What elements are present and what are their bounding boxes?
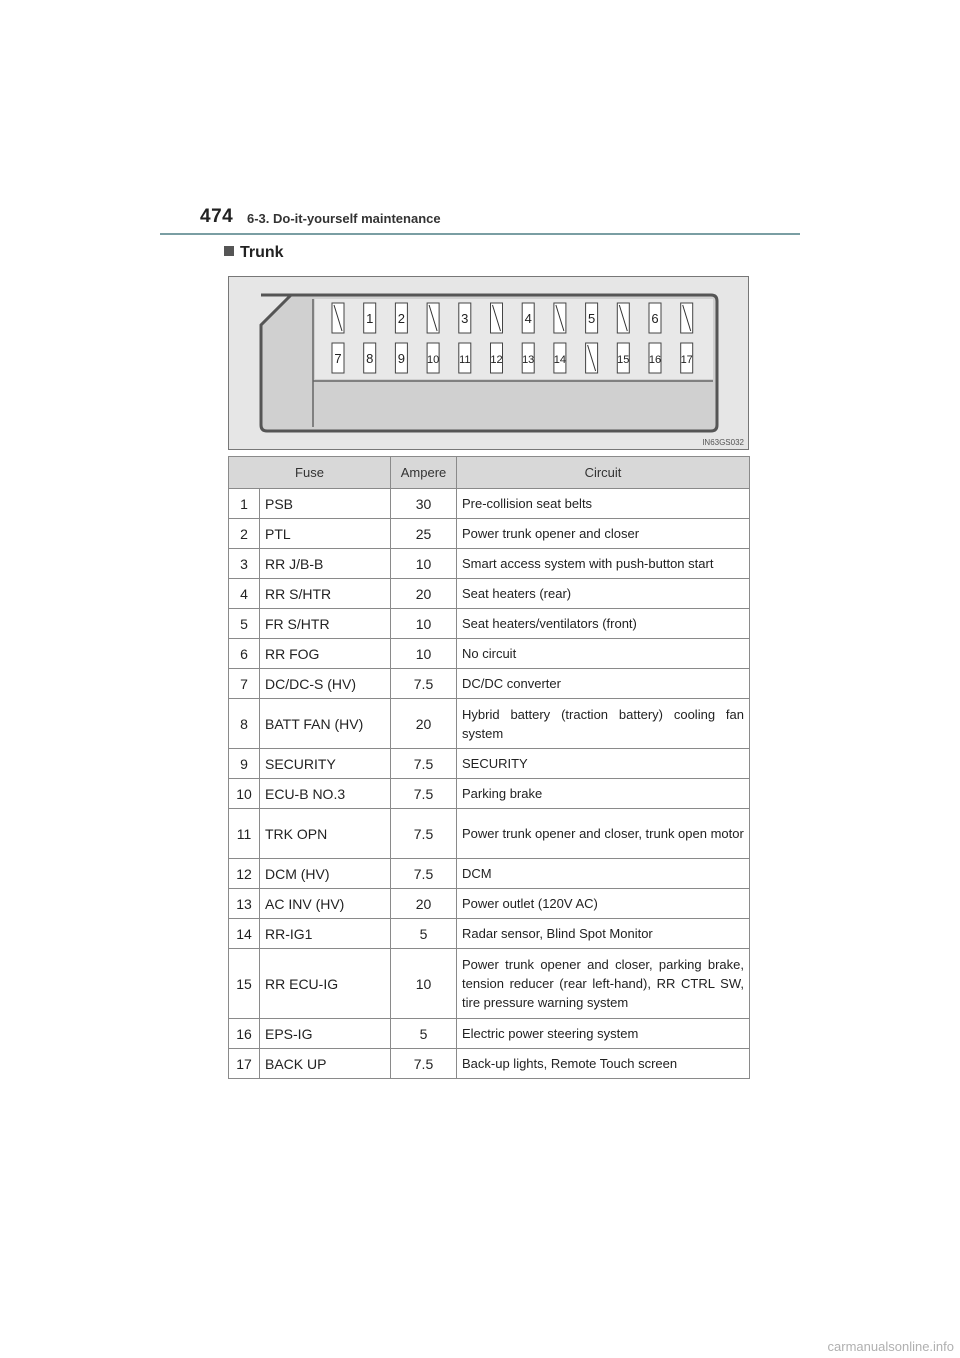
table-row [229, 639, 750, 669]
section-title: 6-3. Do-it-yourself maintenance [247, 211, 441, 226]
table-row [229, 919, 750, 949]
diagram-code: IN63GS032 [702, 438, 744, 447]
table-row [229, 669, 750, 699]
fuse-name: DC/DC-S (HV) [260, 669, 391, 699]
fuse-name: RR J/B-B [260, 549, 391, 579]
fuse-name: PTL [260, 519, 391, 549]
fuse-number: 9 [229, 749, 260, 779]
fuse-slot-label: 15 [617, 354, 630, 366]
fuse-number: 11 [229, 809, 260, 859]
fuse-circuit: Seat heaters/ventilators (front) [457, 609, 750, 639]
table-row [229, 949, 750, 1019]
fuse-ampere: 10 [391, 549, 457, 579]
table-row [229, 549, 750, 579]
fuse-name: TRK OPN [260, 809, 391, 859]
fuse-number: 16 [229, 1019, 260, 1049]
table-row [229, 809, 750, 859]
fuse-ampere: 7.5 [391, 779, 457, 809]
fuse-circuit: Radar sensor, Blind Spot Monitor [457, 919, 750, 949]
fuse-ampere: 7.5 [391, 1049, 457, 1079]
fuse-ampere: 10 [391, 949, 457, 1019]
fuse-slot-label: 10 [426, 354, 440, 366]
fuse-number: 1 [229, 489, 260, 519]
table-row [229, 1049, 750, 1079]
fuse-name: BATT FAN (HV) [260, 699, 391, 749]
fuse-slot-label: 3 [461, 311, 469, 326]
fuse-number: 14 [229, 919, 260, 949]
fuse-ampere: 7.5 [391, 859, 457, 889]
fuse-box-diagram [228, 276, 749, 450]
fuse-slot-label: 5 [587, 311, 596, 326]
table-row [229, 489, 750, 519]
table-row [229, 749, 750, 779]
subheading [224, 244, 284, 262]
fuse-slot-label: 14 [553, 354, 567, 366]
table-row [229, 889, 750, 919]
fuse-circuit: No circuit [457, 639, 750, 669]
fuse-name: RR ECU-IG [260, 949, 391, 1019]
fuse-slot-label: 13 [522, 354, 535, 366]
table-row [229, 699, 750, 749]
fuse-ampere: 25 [391, 519, 457, 549]
fuse-number: 7 [229, 669, 260, 699]
fuse-name: FR S/HTR [260, 609, 391, 639]
fuse-circuit: Back-up lights, Remote Touch screen [457, 1049, 750, 1079]
header-circuit: Circuit [457, 457, 750, 489]
fuse-number: 6 [229, 639, 260, 669]
fuse-ampere: 10 [391, 609, 457, 639]
fuse-name: BACK UP [260, 1049, 391, 1079]
fuse-ampere: 20 [391, 579, 457, 609]
fuse-slot-label: 9 [397, 351, 406, 366]
fuse-ampere: 7.5 [391, 809, 457, 859]
fuse-name: RR FOG [260, 639, 391, 669]
subheading-text: Trunk [240, 244, 284, 261]
fuse-circuit: Seat heaters (rear) [457, 579, 750, 609]
table-row [229, 579, 750, 609]
fuse-slot-label: 1 [366, 311, 374, 326]
fuse-box-svg [229, 277, 748, 449]
fuse-name: DCM (HV) [260, 859, 391, 889]
fuse-name: SECURITY [260, 749, 391, 779]
fuse-circuit: SECURITY [457, 749, 750, 779]
fuse-ampere: 30 [391, 489, 457, 519]
fuse-table [228, 456, 750, 1079]
fuse-circuit: Power trunk opener and closer, parking brake, tension reducer (rear left-hand), RR CTRL SW, tire pressure warning system [457, 949, 750, 1019]
fuse-circuit: Power outlet (120V AC) [457, 889, 750, 919]
fuse-number: 3 [229, 549, 260, 579]
header-ampere: Ampere [391, 457, 457, 489]
page-number: 474 [200, 206, 234, 227]
fuse-number: 4 [229, 579, 260, 609]
fuse-ampere: 20 [391, 889, 457, 919]
table-row [229, 609, 750, 639]
fuse-ampere: 5 [391, 1019, 457, 1049]
fuse-name: EPS-IG [260, 1019, 391, 1049]
fuse-name: RR-IG1 [260, 919, 391, 949]
fuse-number: 15 [229, 949, 260, 1019]
header-rule [160, 233, 800, 235]
table-row [229, 779, 750, 809]
page-header [200, 206, 800, 236]
watermark: carmanualsonline.info [827, 1339, 954, 1354]
fuse-number: 2 [229, 519, 260, 549]
fuse-slot-label: 8 [366, 351, 374, 366]
fuse-ampere: 5 [391, 919, 457, 949]
fuse-ampere: 7.5 [391, 749, 457, 779]
fuse-circuit: DCM [457, 859, 750, 889]
header-fuse: Fuse [229, 457, 391, 489]
fuse-ampere: 7.5 [391, 669, 457, 699]
fuse-circuit: DC/DC converter [457, 669, 750, 699]
fuse-name: AC INV (HV) [260, 889, 391, 919]
fuse-circuit: Pre-collision seat belts [457, 489, 750, 519]
table-row [229, 1019, 750, 1049]
fuse-ampere: 20 [391, 699, 457, 749]
fuse-circuit: Power trunk opener and closer [457, 519, 750, 549]
fuse-ampere: 10 [391, 639, 457, 669]
fuse-circuit: Smart access system with push-button start [457, 549, 750, 579]
fuse-circuit: Parking brake [457, 779, 750, 809]
fuse-number: 5 [229, 609, 260, 639]
fuse-slot-label: 12 [490, 354, 503, 366]
fuse-circuit: Hybrid battery (traction battery) cooling fan system [457, 699, 750, 749]
fuse-number: 12 [229, 859, 260, 889]
fuse-name: ECU-B NO.3 [260, 779, 391, 809]
table-row [229, 519, 750, 549]
table-header-row [229, 457, 750, 489]
fuse-slot-label: 17 [680, 354, 693, 366]
fuse-number: 10 [229, 779, 260, 809]
square-bullet-icon [224, 246, 234, 256]
fuse-slot-label: 7 [334, 351, 342, 366]
fuse-circuit: Electric power steering system [457, 1019, 750, 1049]
fuse-slot-label: 4 [524, 311, 532, 326]
fuse-slot-label: 2 [397, 311, 406, 326]
fuse-slot-label: 11 [459, 354, 471, 366]
fuse-name: RR S/HTR [260, 579, 391, 609]
fuse-name: PSB [260, 489, 391, 519]
fuse-number: 8 [229, 699, 260, 749]
fuse-number: 13 [229, 889, 260, 919]
fuse-number: 17 [229, 1049, 260, 1079]
table-row [229, 859, 750, 889]
fuse-slot-label: 16 [648, 354, 662, 366]
fuse-circuit: Power trunk opener and closer, trunk open motor [457, 809, 750, 859]
fuse-slot-label: 6 [651, 311, 659, 326]
